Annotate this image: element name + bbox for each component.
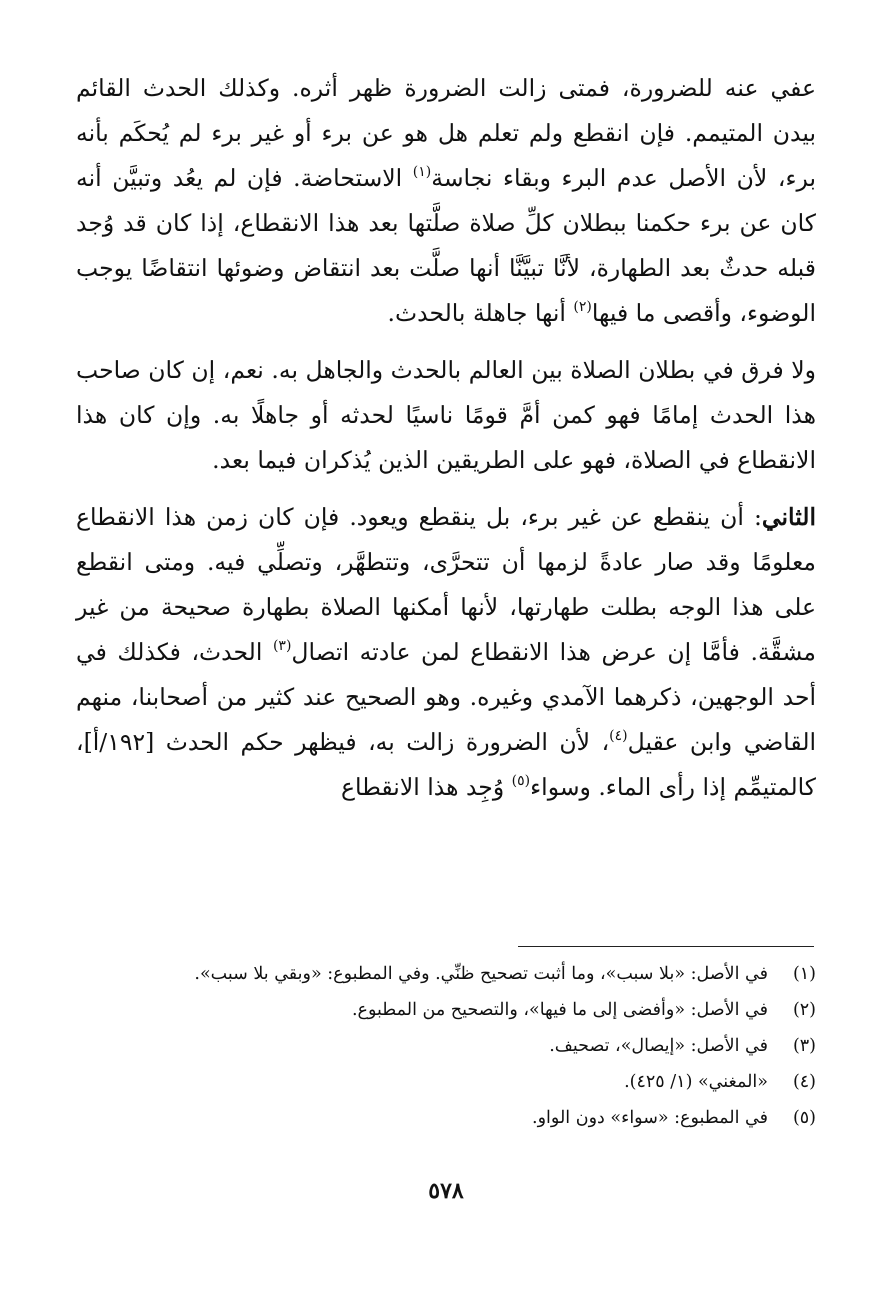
text-segment: وُجِد هذا الانقطاع [340,773,512,801]
footnote-number: (٥) [792,1108,816,1128]
footnote-text: «المغني» (١/ ٤٢٥). [624,1072,768,1092]
paragraph [76,495,816,810]
text-segment: : أن ينقطع عن غير برء، بل ينقطع ويعود. فإن كان زمن هذا الانقطاع معلومًا وقد صار عادةً لزمها أن تتحرَّى، وتتطهَّر، وتصلِّي فيه. ومتى انقطع على هذا الوجه بطلت طهارتها، لأنها أمكنها الصلاة بطهارة صحيحة من غير مشقَّة. فأمَّا إن عرض هذا الانقطاع لمن عادته اتصال [76,503,816,666]
footnote-ref-5: (٥) [511,773,531,789]
text-segment: أنها جاهلة بالحدث. [387,299,574,327]
text-segment: ولا فرق في بطلان الصلاة بين العالم بالحدث والجاهل به. نعم، إن كان صاحب هذا الحدث إمامًا فهو كمن أمَّ قومًا ناسيًا لحدثه أو جاهلًا به. وإن كان هذا الانقطاع في الصلاة، فهو على الطريقين الذين يُذكران فيما بعد. [76,356,816,474]
footnote [76,1100,816,1136]
footnote-separator [518,946,814,947]
footnote-number: (١) [792,964,816,984]
footnote-number: (٤) [792,1072,816,1092]
text-segment: الاستحاضة. فإن لم يعُد وتبيَّن أنه كان عن برء حكمنا ببطلان كلِّ صلاة صلَّتها بعد هذا الانقطاع، إذا كان قد وُجد قبله حدثٌ بعد الطهارة، لأنَّا تبيَّنَّا أنها صلَّت بعد انتقاض وضوئها انتقاضًا يوجب الوضوء، وأقصى ما فيها [76,164,816,327]
text-segment: الحدث، فكذلك في أحد الوجهين، ذكرهما الآمدي وغيره. وهو الصحيح عند كثير من أصحابنا، منهم القاضي وابن عقيل [76,638,817,756]
footnote-text: في الأصل: «إيصال»، تصحيف. [549,1036,768,1056]
footnote-ref-4: (٤) [609,728,628,744]
footnote [76,1028,816,1064]
section-lead-word: الثاني [761,503,816,531]
page-number: ٥٧٨ [428,1178,464,1204]
paragraph [76,66,816,336]
footnote-text: في الأصل: «وأفضى إلى ما فيها»، والتصحيح من المطبوع. [351,1000,768,1020]
footnote-ref-3: (٣) [272,638,292,654]
footnote [76,956,816,992]
footnote-text: في الأصل: «بلا سبب»، وما أثبت تصحيح ظنِّي. وفي المطبوع: «وبقي بلا سبب». [194,964,768,984]
paragraph [76,348,816,483]
main-text [76,66,816,822]
footnote-number: (٢) [792,1000,816,1020]
footnote-number: (٣) [792,1036,816,1056]
footnote [76,992,816,1028]
footnotes [76,956,816,1136]
footnote-text: في المطبوع: «سواء» دون الواو. [532,1108,768,1128]
footnote [76,1064,816,1100]
footnote-ref-1: (١) [412,164,432,180]
text-segment: ، لأن الضرورة زالت به، فيظهر حكم الحدث [١٩٢/أ]، كالمتيمِّم إذا رأى الماء. وسواء [76,728,816,801]
footnote-ref-2: (٢) [573,299,592,315]
text-segment: عفي عنه للضرورة، فمتى زالت الضرورة ظهر أثره. وكذلك الحدث القائم بيدن المتيمم. فإن انقطع ولم تعلم هل هو عن برء أو غير برء لم يُحكَم بأنه برء، لأن الأصل عدم البرء وبقاء نجاسة [76,74,816,192]
